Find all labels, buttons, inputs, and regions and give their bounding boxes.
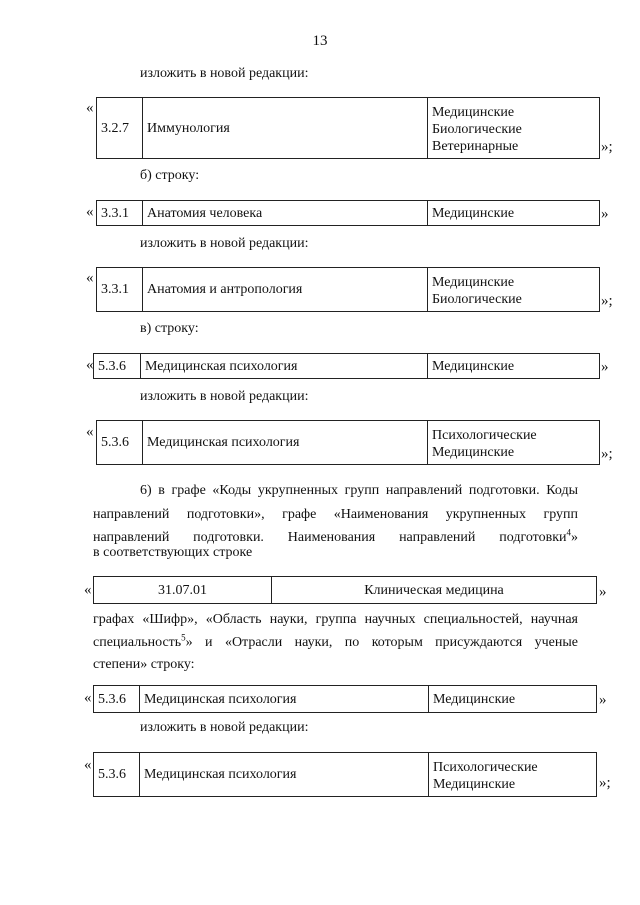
science-item: Медицинские: [432, 205, 515, 221]
paragraph-text: направлений подготовки. Наименования направлений подготовки: [93, 530, 567, 545]
paragraph-line: 6) в графе «Коды укрупненных групп направлений подготовки. Коды: [140, 483, 578, 498]
instruction-text: б) строку:: [140, 168, 200, 183]
close-quote: »;: [601, 446, 613, 462]
close-quote: »;: [601, 293, 613, 309]
close-quote: »: [599, 584, 607, 600]
paragraph-text: специальность: [93, 635, 182, 650]
paragraph-text: »: [571, 530, 578, 545]
science-item: Медицинские: [433, 691, 516, 707]
paragraph-line: [93, 631, 578, 655]
instruction-text: в) строку:: [140, 321, 199, 336]
name-cell: Медицинская психология: [140, 686, 429, 713]
name-cell: Анатомия человека: [143, 201, 428, 226]
science-item: Медицинские: [433, 777, 516, 792]
science-item: Ветеринарные: [432, 139, 519, 154]
open-quote: «: [86, 204, 94, 220]
science-cell: [428, 201, 600, 226]
code-cell: 3.2.7: [97, 98, 143, 159]
paragraph-line: в соответствующих строке: [93, 545, 253, 560]
paragraph-line: графах «Шифр», «Область науки, группа научных специальностей, научная: [93, 612, 578, 627]
footnote-ref: 5: [181, 632, 186, 643]
footnote-ref: 4: [566, 527, 571, 538]
code-cell: 3.3.1: [97, 201, 143, 226]
open-quote: «: [86, 424, 94, 440]
instruction-text: изложить в новой редакции:: [140, 66, 309, 81]
table-row: [97, 201, 600, 226]
name-cell: Иммунология: [143, 98, 428, 159]
table-row: [97, 421, 600, 465]
open-quote: «: [86, 357, 94, 373]
program-code-cell: 31.07.01: [94, 577, 272, 604]
name-cell: Анатомия и антропология: [143, 268, 428, 312]
science-item: Медицинские: [432, 358, 515, 374]
science-cell: [428, 421, 600, 465]
science-item: Медицинские: [432, 275, 515, 290]
science-item: Психологические: [432, 428, 537, 443]
science-item: Биологические: [432, 292, 522, 307]
specialty-table: [96, 420, 600, 465]
specialty-table: [96, 267, 600, 312]
science-cell: [428, 268, 600, 312]
name-cell: Медицинская психология: [140, 753, 429, 797]
name-cell: Медицинская психология: [141, 354, 428, 379]
open-quote: «: [84, 582, 92, 598]
science-cell: [428, 354, 600, 379]
close-quote: »: [601, 359, 609, 375]
name-cell: Медицинская психология: [143, 421, 428, 465]
program-name-cell: Клиническая медицина: [272, 577, 597, 604]
science-item: Медицинские: [432, 445, 515, 460]
table-row: [97, 268, 600, 312]
program-table: [93, 576, 597, 604]
code-cell: 5.3.6: [94, 753, 140, 797]
code-cell: 3.3.1: [97, 268, 143, 312]
science-cell: [428, 98, 600, 159]
table-row: [94, 753, 597, 797]
paragraph-text: » и «Отрасли науки, по которым присуждаются ученые: [185, 635, 578, 650]
close-quote: »: [601, 206, 609, 222]
open-quote: «: [86, 270, 94, 286]
paragraph-line: направлений подготовки», графе «Наименования укрупненных групп: [93, 507, 578, 522]
table-row: [94, 686, 597, 713]
close-quote: »;: [599, 775, 611, 791]
open-quote: «: [84, 757, 92, 773]
open-quote: «: [84, 690, 92, 706]
specialty-table: [96, 200, 600, 226]
instruction-text: изложить в новой редакции:: [140, 389, 309, 404]
open-quote: «: [86, 100, 94, 116]
instruction-text: изложить в новой редакции:: [140, 720, 309, 735]
specialty-table: [93, 353, 600, 379]
specialty-table: [93, 752, 597, 797]
code-cell: 5.3.6: [94, 354, 141, 379]
table-row: [97, 98, 600, 159]
science-item: Биологические: [432, 122, 522, 137]
specialty-table: [93, 685, 597, 713]
science-item: Медицинские: [432, 105, 515, 120]
page-number: 13: [312, 33, 328, 49]
instruction-text: изложить в новой редакции:: [140, 236, 309, 251]
code-cell: 5.3.6: [94, 686, 140, 713]
table-row: [94, 577, 597, 604]
code-cell: 5.3.6: [97, 421, 143, 465]
paragraph-line: степени» строку:: [93, 657, 195, 672]
specialty-table: [96, 97, 600, 159]
table-row: [94, 354, 600, 379]
close-quote: »;: [601, 139, 613, 155]
science-item: Психологические: [433, 760, 538, 775]
science-cell: [429, 753, 597, 797]
close-quote: »: [599, 692, 607, 708]
science-cell: [429, 686, 597, 713]
